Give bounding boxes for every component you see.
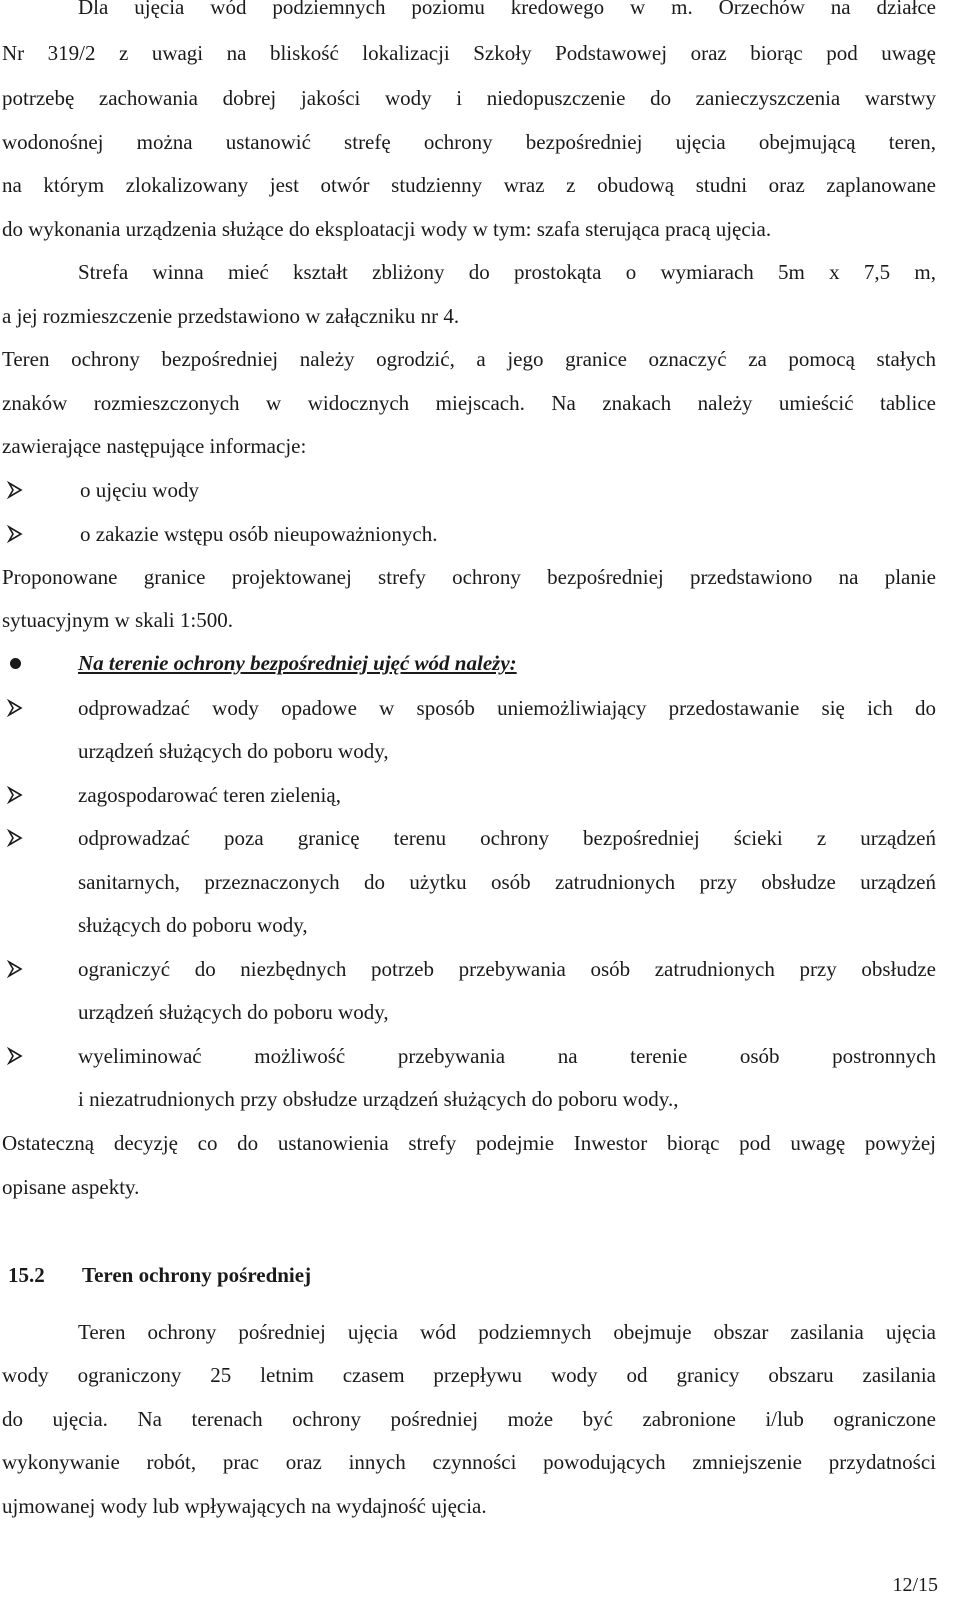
arrowhead-bullet-icon: [6, 525, 24, 543]
list-item-line: urządzeń służących do poboru wody,: [78, 1000, 389, 1024]
arrowhead-bullet-icon: [6, 960, 24, 978]
section-title: Teren ochrony pośredniej: [82, 1263, 312, 1287]
list-item: o ujęciu wody: [80, 478, 199, 502]
list-item-line: sanitarnych, przeznaczonych do użytku osób zatrudnionych przy obsłudze urządzeń: [78, 870, 936, 894]
list-item-line: wyeliminować możliwość przebywania na terenie osób postronnych: [78, 1044, 936, 1068]
arrowhead-bullet-icon: [6, 481, 24, 499]
arrowhead-bullet-icon: [6, 829, 24, 847]
text-line: wody ograniczony 25 letnim czasem przepływu wody od granicy obszaru zasilania: [2, 1363, 936, 1387]
text-line: wodonośnej można ustanowić strefę ochrony bezpośredniej ujęcia obejmującą teren,: [2, 130, 936, 154]
text-line: ujmowanej wody lub wpływających na wydajność ujęcia.: [2, 1494, 487, 1518]
text-line: Ostateczną decyzję co do ustanowienia strefy podejmie Inwestor biorąc pod uwagę powyżej: [2, 1131, 936, 1155]
round-bullet-icon: [10, 658, 21, 669]
text-line: Strefa winna mieć kształt zbliżony do prostokąta o wymiarach 5m x 7,5 m,: [78, 260, 936, 284]
text-line: wykonywanie robót, prac oraz innych czynności powodujących zmniejszenie przydatności: [2, 1450, 936, 1474]
text-line: potrzebę zachowania dobrej jakości wody i niedopuszczenie do zanieczyszczenia warstwy: [2, 86, 936, 110]
list-item-line: zagospodarować teren zielenią,: [78, 783, 341, 807]
section-number: 15.2: [8, 1263, 45, 1287]
list-item-line: ograniczyć do niezbędnych potrzeb przebywania osób zatrudnionych przy obsłudze: [78, 957, 936, 981]
list-item-line: urządzeń służących do poboru wody,: [78, 739, 389, 763]
text-line: a jej rozmieszczenie przedstawiono w załączniku nr 4.: [2, 304, 460, 328]
list-item-line: odprowadzać wody opadowe w sposób uniemożliwiający przedostawanie się ich do: [78, 696, 936, 720]
text-line: zawierające następujące informacje:: [2, 434, 307, 458]
text-line: sytuacyjnym w skali 1:500.: [2, 608, 233, 632]
text-line: na którym zlokalizowany jest otwór studzienny wraz z obudową studni oraz zaplanowane: [2, 173, 936, 197]
list-item-line: odprowadzać poza granicę terenu ochrony bezpośredniej ścieki z urządzeń: [78, 826, 936, 850]
text-line: Teren ochrony pośredniej ujęcia wód podziemnych obejmuje obszar zasilania ujęcia: [78, 1320, 936, 1344]
arrowhead-bullet-icon: [6, 699, 24, 717]
list-item-line: i niezatrudnionych przy obsłudze urządzeń służących do poboru wody.,: [78, 1087, 679, 1111]
list-item-line: służących do poboru wody,: [78, 913, 308, 937]
list-item: o zakazie wstępu osób nieupoważnionych.: [80, 522, 438, 546]
text-line: do wykonania urządzenia służące do eksploatacji wody w tym: szafa sterująca pracą ujęcia.: [2, 217, 772, 241]
bullet-heading: Na terenie ochrony bezpośredniej ujęć wód należy:: [78, 651, 517, 675]
text-line: do ujęcia. Na terenach ochrony pośredniej może być zabronione i/lub ograniczone: [2, 1407, 936, 1431]
text-line: Dla ujęcia wód podziemnych poziomu kredowego w m. Orzechów na działce: [78, 0, 936, 19]
text-line: znaków rozmieszczonych w widocznych miejscach. Na znakach należy umieścić tablice: [2, 391, 936, 415]
text-line: opisane aspekty.: [2, 1175, 140, 1199]
arrowhead-bullet-icon: [6, 786, 24, 804]
page-number: 12/15: [892, 1574, 938, 1596]
text-line: Nr 319/2 z uwagi na bliskość lokalizacji Szkoły Podstawowej oraz biorąc pod uwagę: [2, 41, 936, 65]
text-line: Teren ochrony bezpośredniej należy ogrodzić, a jego granice oznaczyć za pomocą stałych: [2, 347, 936, 371]
text-line: Proponowane granice projektowanej strefy ochrony bezpośredniej przedstawiono na planie: [2, 565, 936, 589]
arrowhead-bullet-icon: [6, 1047, 24, 1065]
